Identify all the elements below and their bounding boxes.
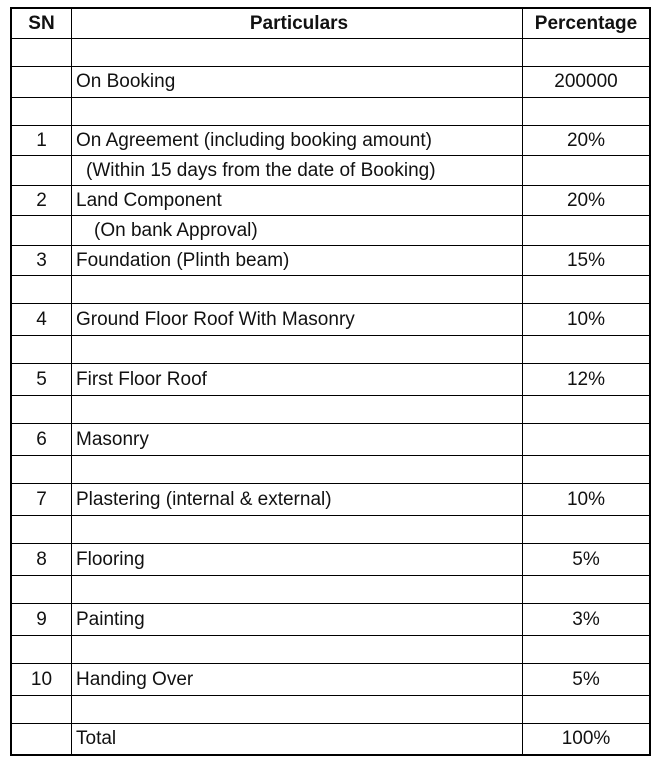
table-row [12, 604, 649, 636]
header-percentage: Percentage [534, 12, 638, 34]
table-row [12, 39, 649, 67]
cell-sn [12, 67, 72, 97]
cell-sn: 4 [12, 304, 72, 335]
table-row [12, 456, 649, 484]
table-row [12, 276, 649, 304]
table-row [12, 696, 649, 724]
cell-particulars: Foundation (Plinth beam) [72, 246, 523, 275]
cell-percentage: 20% [566, 129, 606, 151]
cell-sn [12, 336, 72, 363]
cell-particulars: Masonry [72, 424, 523, 455]
cell-sn: 10 [12, 664, 72, 695]
cell-sn: 3 [12, 246, 72, 275]
cell-sn: 2 [12, 186, 72, 215]
cell-percentage: 5% [572, 548, 600, 570]
cell-sn [12, 39, 72, 66]
cell-percentage [523, 636, 649, 663]
cell-sn [12, 216, 72, 245]
cell-percentage: 5% [572, 668, 600, 690]
cell-particulars: (Within 15 days from the date of Booking) [72, 156, 523, 185]
cell-particulars [72, 396, 523, 423]
cell-percentage [523, 696, 649, 723]
cell-sn [12, 276, 72, 303]
cell-sn: 8 [12, 544, 72, 575]
table-row [12, 576, 649, 604]
table-row [12, 636, 649, 664]
cell-percentage [523, 336, 649, 363]
cell-particulars: On Booking [72, 67, 523, 97]
table-row [12, 67, 649, 98]
cell-percentage: 3% [572, 608, 600, 630]
cell-percentage: 15% [566, 249, 606, 271]
table-row [12, 364, 649, 396]
cell-particulars: Plastering (internal & external) [72, 484, 523, 515]
cell-particulars: Land Component [72, 186, 523, 215]
cell-particulars [72, 696, 523, 723]
payment-schedule-table [10, 7, 651, 756]
table-row [12, 484, 649, 516]
table-row [12, 126, 649, 156]
total-percentage: 100% [561, 728, 611, 749]
cell-particulars [72, 576, 523, 603]
cell-particulars [72, 516, 523, 543]
cell-particulars [72, 98, 523, 125]
cell-percentage [523, 156, 649, 185]
cell-sn: 6 [12, 424, 72, 455]
cell-sn [12, 696, 72, 723]
cell-percentage: 12% [566, 368, 606, 390]
cell-percentage [523, 276, 649, 303]
cell-percentage [523, 98, 649, 125]
cell-sn [12, 516, 72, 543]
cell-sn: 7 [12, 484, 72, 515]
cell-particulars: On Agreement (including booking amount) [72, 126, 523, 155]
cell-particulars: Painting [72, 604, 523, 635]
cell-percentage [523, 456, 649, 483]
cell-particulars [72, 276, 523, 303]
cell-percentage: 200000 [554, 71, 618, 92]
total-row [12, 724, 649, 754]
cell-sn [12, 576, 72, 603]
cell-sn [12, 98, 72, 125]
cell-percentage [523, 516, 649, 543]
cell-percentage [523, 396, 649, 423]
cell-particulars: Flooring [72, 544, 523, 575]
table-row [12, 98, 649, 126]
cell-particulars [72, 39, 523, 66]
cell-particulars [72, 636, 523, 663]
table-row [12, 396, 649, 424]
cell-percentage [523, 424, 649, 455]
cell-sn: 5 [12, 364, 72, 395]
table-row [12, 246, 649, 276]
cell-sn [12, 724, 72, 754]
table-header-row [12, 9, 649, 39]
cell-percentage: 20% [566, 189, 606, 211]
table-row [12, 186, 649, 216]
cell-percentage [523, 39, 649, 66]
cell-sn: 9 [12, 604, 72, 635]
cell-sn [12, 456, 72, 483]
cell-sn: 1 [12, 126, 72, 155]
table-row [12, 664, 649, 696]
cell-sn [12, 396, 72, 423]
table-row [12, 424, 649, 456]
total-label: Total [72, 724, 523, 754]
table-row [12, 516, 649, 544]
cell-particulars: Ground Floor Roof With Masonry [72, 304, 523, 335]
header-particulars: Particulars [72, 9, 523, 38]
cell-percentage: 10% [566, 308, 606, 330]
cell-particulars [72, 336, 523, 363]
table-row [12, 156, 649, 186]
cell-sn [12, 636, 72, 663]
table-row [12, 336, 649, 364]
table-row [12, 216, 649, 246]
cell-particulars: (On bank Approval) [72, 216, 523, 245]
cell-particulars [72, 456, 523, 483]
cell-sn [12, 156, 72, 185]
table-row [12, 544, 649, 576]
cell-particulars: First Floor Roof [72, 364, 523, 395]
cell-percentage [523, 576, 649, 603]
cell-percentage: 10% [566, 488, 606, 510]
header-sn: SN [12, 9, 72, 38]
cell-percentage [523, 216, 649, 245]
table-row [12, 304, 649, 336]
cell-particulars: Handing Over [72, 664, 523, 695]
